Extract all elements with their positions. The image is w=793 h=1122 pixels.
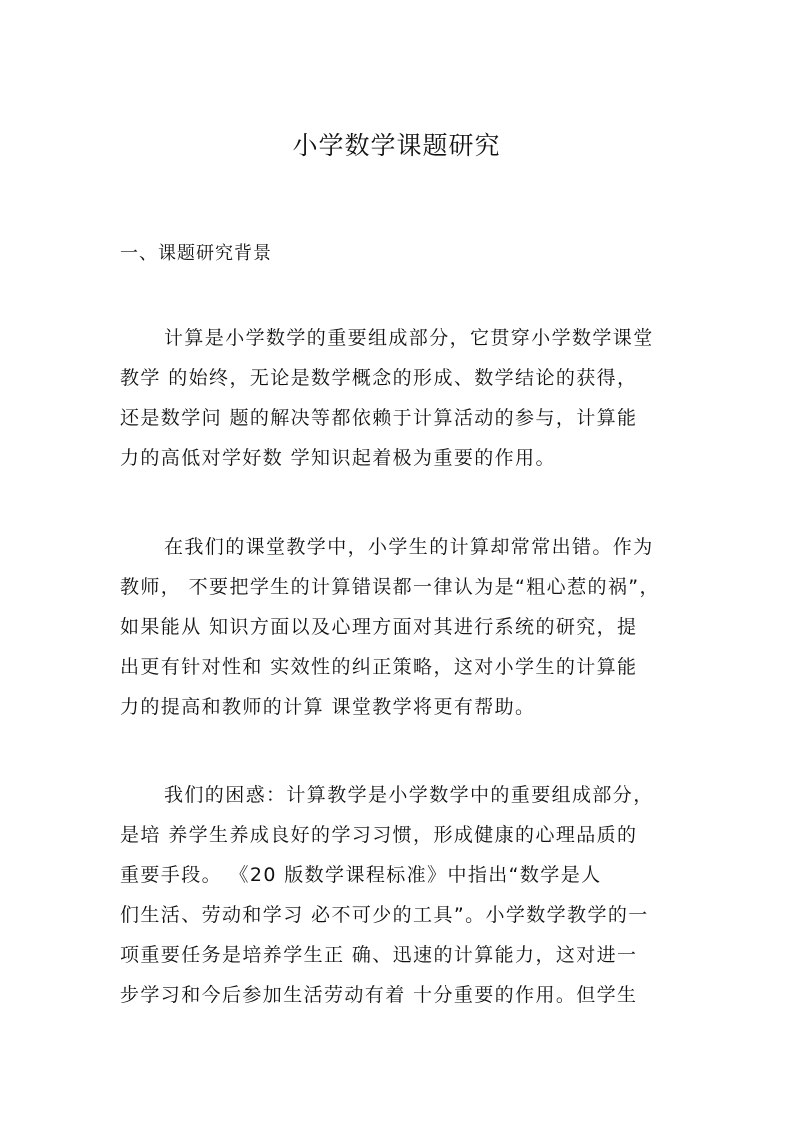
paragraph-3 [120, 775, 680, 1015]
paragraph-1 [120, 318, 680, 478]
document-title: 小学数学课题研究 [292, 131, 501, 160]
paragraph-line: 步学习和今后参加生活劳动有着 十分重要的作用。但学生 [120, 984, 638, 1006]
paragraph-line: 力的提高和教师的计算 课堂教学将更有帮助。 [120, 696, 536, 718]
paragraph-line: 项重要任务是培养学生正 确、迅速的计算能力，这对进一 [120, 944, 638, 966]
paragraph-line: 是培 养学生养成良好的学习习惯，形成健康的心理品质的 [120, 824, 638, 846]
paragraph-2 [120, 527, 680, 727]
paragraph-line: 还是数学问 题的解决等都依赖于计算活动的参与，计算能 [120, 407, 638, 429]
paragraph-line: 计算是小学数学的重要组成部分，它贯穿小学数学课堂 [164, 327, 654, 349]
paragraph-line: 如果能从 知识方面以及心理方面对其进行系统的研究，提 [120, 616, 638, 638]
paragraph-line: 我们的困惑：计算教学是小学数学中的重要组成部分， [164, 784, 654, 806]
paragraph-line: 出更有针对性和 实效性的纠正策略，这对小学生的计算能 [120, 656, 638, 678]
section-heading: 一、课题研究背景 [120, 243, 272, 264]
paragraph-line: 教师， 不要把学生的计算错误都一律认为是“粗心惹的祸”， [120, 576, 660, 598]
paragraph-line: 重要手段。 《20 版数学课程标准》中指出“数学是人 [120, 864, 602, 886]
paragraph-line: 教学 的始终，无论是数学概念的形成、数学结论的获得， [120, 367, 638, 389]
paragraph-line: 们生活、劳动和学习 必不可少的工具”。小学数学教学的一 [120, 904, 649, 926]
paragraph-line: 力的高低对学好数 学知识起着极为重要的作用。 [120, 447, 556, 469]
paragraph-line: 在我们的课堂教学中，小学生的计算却常常出错。作为 [164, 536, 654, 558]
